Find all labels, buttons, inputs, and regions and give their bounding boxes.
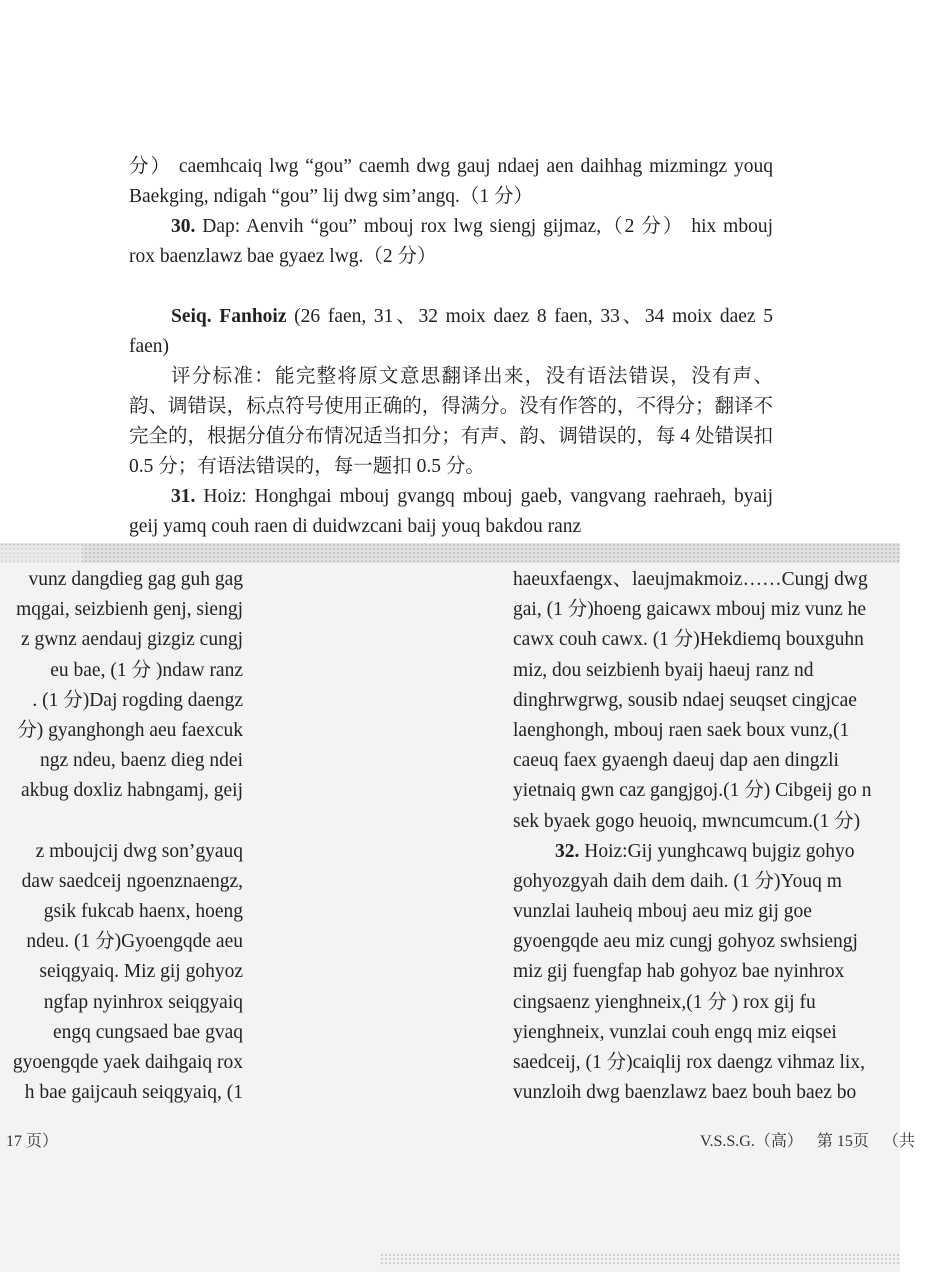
text-line: cawx couh cawx. (1 分)Hekdiemq bouxguhn <box>513 629 864 651</box>
text-line: gohyozgyah daih dem daih. (1 分)Youq m <box>513 870 842 892</box>
answer-text-block <box>129 152 773 542</box>
text-line: caeuq faex gyaengh daeuj dap aen dingzli <box>513 750 839 772</box>
spacer <box>129 272 773 302</box>
q30-text: Dap: Aenvih “gou” mbouj rox lwg siengj gijmaz,（2 分） hix mbouj rox baenzlawz bae gyaez lwg.（2 分） <box>129 216 773 267</box>
footer-left: 17 页） <box>6 1133 59 1150</box>
text-line: gai, (1 分)hoeng gaicawx mbouj miz vunz he <box>513 599 867 621</box>
text-line: mqgai, seizbienh genj, siengj <box>16 599 243 621</box>
text-line: gyoengqde yaek daihgaiq rox <box>12 1052 243 1073</box>
lower-page-scan <box>0 563 915 1272</box>
q30-answer <box>129 212 773 272</box>
text-line: daw saedceij ngoenznaengz, <box>21 870 243 892</box>
text-line: haeuxfaengx、laeujmakmoiz……Cungj dwg <box>513 569 868 590</box>
text-line: yienghneix, vunzlai couh engq miz eiqsei <box>513 1021 837 1043</box>
section-title: Seiq. Fanhoiz <box>171 306 287 327</box>
text-line: 分) gyanghongh aeu faexcuk <box>17 719 243 741</box>
q32-text: Hoiz:Gij yunghcawq bujgiz gohyo <box>579 840 855 862</box>
text-line: seiqgyaiq. Miz gij gohyoz <box>39 961 243 983</box>
text-line <box>0 807 243 837</box>
text-line: gyoengqde aeu miz cungj gohyoz swhsiengj <box>513 931 858 953</box>
text-line: vunz dangdieg gag guh gag <box>28 569 243 590</box>
text-line: vunzlai lauheiq mbouj aeu miz gij goe <box>513 901 812 923</box>
section-info: (26 faen, 31、32 moix daez 8 faen, 33、34 moix daez 5 faen) <box>129 306 773 357</box>
text-line: z gwnz aendauj gizgiz cungj <box>21 629 243 651</box>
text-line: miz gij fuengfap hab gohyoz bae nyinhrox <box>513 961 845 983</box>
q31-answer <box>129 482 773 542</box>
text-line: vunzloih dwg baenzlawz baez bouh baez bo <box>513 1082 857 1104</box>
overlap-seam <box>0 543 900 563</box>
text-line: eu bae, (1 分 )ndaw ranz <box>50 659 243 681</box>
section-heading <box>129 302 773 362</box>
q29-answer-end: 分） caemhcaiq lwg “gou” caemh dwg gauj ndaej aen daihhag mizmingz youq Baekging, ndigah “gou” lij dwg sim’angq.（1 分） <box>129 156 773 207</box>
footer-total: （共 <box>882 1133 915 1150</box>
text-line: cingsaenz yienghneix,(1 分 ) rox gij fu <box>513 991 816 1013</box>
footer-code: V.S.S.G.（高） <box>700 1133 803 1150</box>
text-line: . (1 分)Daj rogding daengz <box>32 689 243 711</box>
text-line: gsik fukcab haenx, hoeng <box>43 901 243 923</box>
text-line: yietnaiq gwn caz gangjgoj.(1 分) Cibgeij go n <box>513 780 872 802</box>
text-line <box>513 837 900 867</box>
left-column <box>0 565 243 1108</box>
lower-seam <box>380 1253 900 1265</box>
text-line: ngfap nyinhrox seiqgyaiq <box>43 991 243 1013</box>
text-line: z mboujcij dwg son’gyauq <box>35 840 243 862</box>
q31-number: 31. <box>171 486 196 507</box>
q31-text: Hoiz: Honghgai mbouj gvangq mbouj gaeb, vangvang raehraeh, byaij geij yamq couh raen di duidwzcani baij youq bakdou ranz <box>129 486 773 537</box>
text-line: engq cungsaed bae gvaq <box>52 1021 243 1043</box>
q30-number: 30. <box>171 216 196 237</box>
right-column <box>513 565 900 1108</box>
text-line: miz, dou seizbienh byaij haeuj ranz nd <box>513 659 814 681</box>
grading-criteria: 评分标准：能完整将原文意思翻译出来，没有语法错误，没有声、韵、调错误，标点符号使用正确的，得满分。没有作答的，不得分；翻译不完全的，根据分值分布情况适当扣分；有声、韵、调错误的，每 4 处错误扣 0.5 分；有语法错误的，每一题扣 0.5 分。 <box>129 366 773 477</box>
footer-page-number: 第 15页 <box>816 1133 869 1150</box>
text-line: ngz ndeu, baenz dieg ndei <box>39 750 243 772</box>
q32-number: 32. <box>555 840 580 862</box>
text-line: h bae gaijcauh seiqgyaiq, (1 <box>24 1082 243 1104</box>
text-line: dinghrwgrwg, sousib ndaej seuqset cingjcae <box>513 689 857 711</box>
text-line: laenghongh, mbouj raen saek boux vunz,(1 <box>513 719 850 741</box>
text-line: saedceij, (1 分)caiqlij rox daengz vihmaz lix, <box>513 1052 865 1073</box>
text-line: akbug doxliz habngamj, geij <box>20 780 243 802</box>
text-line: ndeu. (1 分)Gyoengqde aeu <box>26 931 243 953</box>
text-line: sek byaek gogo heuoiq, mwncumcum.(1 分) <box>513 810 861 832</box>
footer-right <box>700 1128 929 1151</box>
overlap-seam-fragment <box>0 545 82 563</box>
upper-page-scan <box>0 0 900 545</box>
